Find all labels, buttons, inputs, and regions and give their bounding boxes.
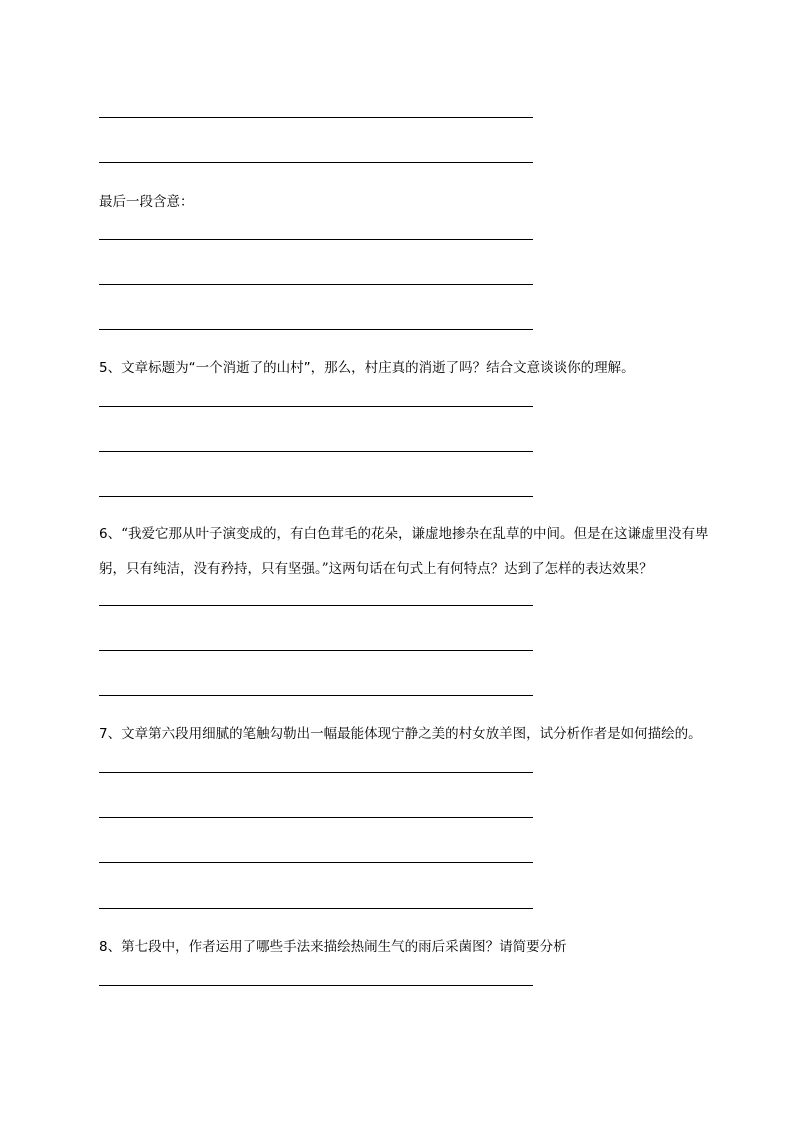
question-6-number: 6、 bbox=[99, 526, 122, 542]
answer-line bbox=[99, 908, 533, 909]
question-7: 7、文章第六段用细腻的笔触勾勒出一幅最能体现宁静之美的村女放羊图，试分析作者是如何描绘的。 bbox=[99, 726, 702, 742]
answer-line bbox=[99, 817, 533, 818]
answer-line bbox=[99, 239, 533, 240]
answer-line bbox=[99, 329, 533, 330]
last-paragraph-label: 最后一段含意： bbox=[99, 194, 194, 210]
answer-line bbox=[99, 862, 533, 863]
answer-line bbox=[99, 284, 533, 285]
answer-line bbox=[99, 496, 533, 497]
answer-line bbox=[99, 772, 533, 773]
answer-line bbox=[99, 451, 533, 452]
question-6-prompt: 这两句话在句式上有何特点？达到了怎样的表达效果？ bbox=[328, 561, 653, 577]
question-8: 8、第七段中，作者运用了哪些手法来描绘热闹生气的雨后采菌图？请简要分析 bbox=[99, 939, 567, 955]
question-5: 5、文章标题为“一个消逝了的山村”，那么，村庄真的消逝了吗？结合文意谈谈你的理解。 bbox=[99, 360, 635, 376]
answer-line bbox=[99, 650, 533, 651]
answer-line bbox=[99, 985, 533, 986]
answer-line bbox=[99, 117, 533, 118]
answer-line bbox=[99, 162, 533, 163]
answer-line bbox=[99, 605, 533, 606]
answer-line bbox=[99, 406, 533, 407]
question-6-quote: “我爱它那从叶子演变成的，有白色茸毛的花朵，谦虚地掺杂在乱草的中间。但是在这谦虚里没有卑躬，只有纯洁，没有矜持，只有坚强。” bbox=[99, 526, 709, 577]
answer-line bbox=[99, 695, 533, 696]
question-6 bbox=[99, 517, 724, 587]
